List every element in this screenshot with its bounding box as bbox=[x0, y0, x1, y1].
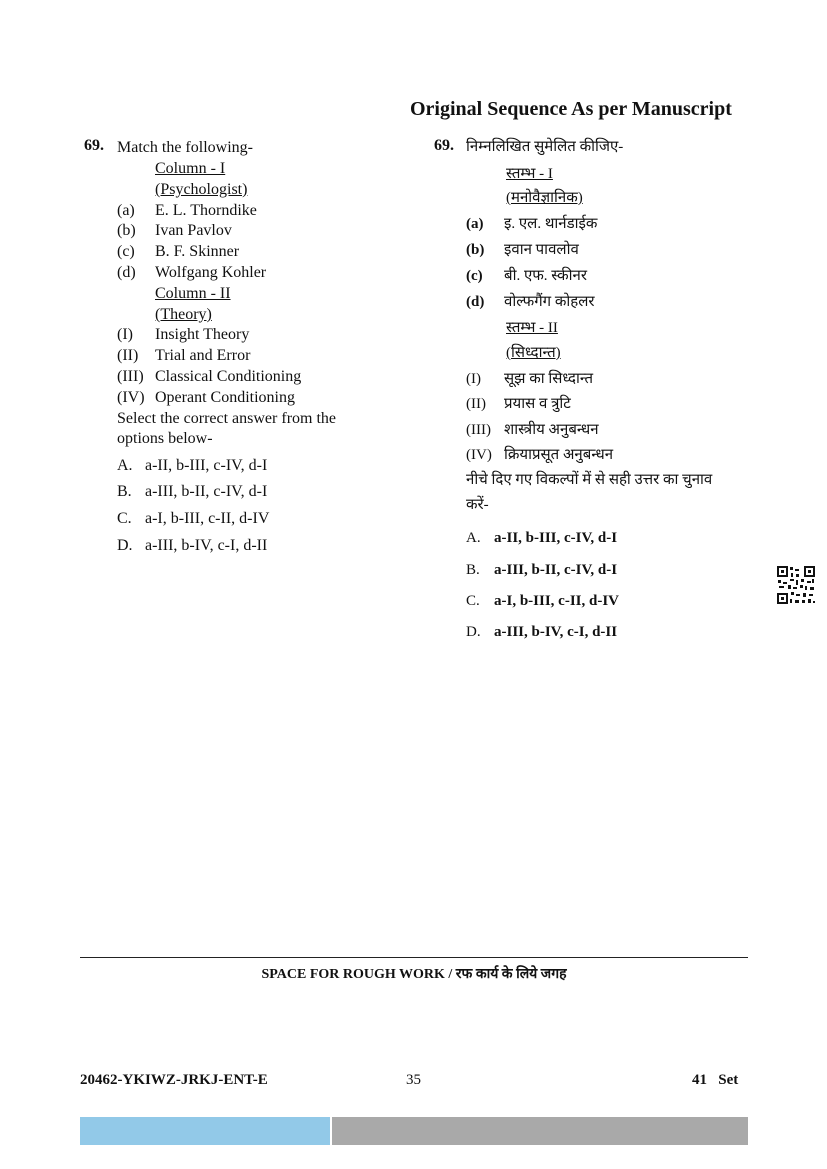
rough-work-label: SPACE FOR ROUGH WORK / रफ कार्य के लिये जगह bbox=[261, 967, 567, 982]
item-label: (III) bbox=[466, 422, 491, 438]
column-2-item bbox=[466, 420, 599, 440]
instruction-line: options below- bbox=[117, 430, 213, 447]
column-2-subtitle: (Theory) bbox=[155, 306, 212, 323]
item-label: (a) bbox=[466, 216, 484, 232]
item-text: बी. एफ. स्कीनर bbox=[504, 268, 588, 284]
item-text: क्रियाप्रसूत अनुबन्धन bbox=[504, 447, 614, 463]
item-text: शास्त्रीय अनुबन्धन bbox=[504, 422, 599, 438]
answer-option[interactable] bbox=[117, 482, 267, 502]
item-text: इवान पावलोव bbox=[504, 242, 579, 258]
option-text: a-III, b-II, c-IV, d-I bbox=[145, 483, 268, 500]
item-label: (d) bbox=[466, 294, 485, 310]
item-label: (II) bbox=[466, 396, 486, 412]
column-2-title: स्तम्भ - II bbox=[506, 320, 558, 336]
option-label: A. bbox=[117, 457, 133, 474]
column-1-item bbox=[466, 292, 595, 312]
qr-code-icon bbox=[776, 565, 816, 605]
answer-option[interactable] bbox=[117, 536, 267, 556]
column-1-item bbox=[117, 263, 266, 283]
column-1-item bbox=[117, 221, 232, 241]
item-label: (II) bbox=[117, 347, 139, 364]
column-2-item bbox=[466, 394, 571, 414]
column-2-item bbox=[117, 367, 301, 387]
option-text: a-III, b-IV, c-I, d-II bbox=[494, 624, 618, 640]
option-label: C. bbox=[117, 510, 132, 527]
column-2-item bbox=[466, 369, 593, 389]
option-label: B. bbox=[117, 483, 132, 500]
item-text: Insight Theory bbox=[155, 326, 250, 343]
set-label: 41 Set bbox=[692, 1072, 739, 1088]
answer-option[interactable] bbox=[466, 622, 617, 642]
paper-code: 20462-YKIWZ-JRKJ-ENT-E bbox=[80, 1072, 268, 1088]
option-text: a-II, b-III, c-IV, d-I bbox=[494, 530, 618, 546]
option-label: C. bbox=[466, 593, 480, 609]
option-label: D. bbox=[466, 624, 481, 640]
column-1-item bbox=[466, 240, 579, 260]
question-prompt: निम्नलिखित सुमेलित कीजिए- bbox=[466, 139, 624, 155]
item-text: Trial and Error bbox=[155, 347, 251, 364]
item-text: E. L. Thorndike bbox=[155, 202, 257, 219]
item-text: Operant Conditioning bbox=[155, 389, 295, 406]
item-text: इ. एल. थार्नडाईक bbox=[504, 216, 598, 232]
answer-option[interactable] bbox=[117, 509, 269, 529]
answer-option[interactable] bbox=[466, 560, 617, 580]
instruction-line: नीचे दिए गए विकल्पों में से सही उत्तर का चुनाव bbox=[466, 472, 713, 488]
item-label: (IV) bbox=[117, 389, 145, 406]
column-1-item bbox=[117, 242, 239, 262]
question-prompt: Match the following- bbox=[117, 139, 253, 156]
answer-option[interactable] bbox=[466, 591, 619, 611]
answer-option[interactable] bbox=[117, 456, 267, 476]
column-1-title: Column - I bbox=[155, 160, 226, 177]
column-1-item bbox=[117, 201, 257, 221]
item-label: (c) bbox=[117, 243, 135, 260]
column-2-item bbox=[117, 388, 295, 408]
instruction-line: Select the correct answer from the bbox=[117, 410, 337, 427]
option-text: a-II, b-III, c-IV, d-I bbox=[145, 457, 268, 474]
item-label: (a) bbox=[117, 202, 135, 219]
column-1-item bbox=[466, 214, 597, 234]
column-2-subtitle: (सिध्दान्त) bbox=[506, 345, 561, 361]
item-text: प्रयास व त्रुटि bbox=[504, 396, 571, 412]
item-text: Classical Conditioning bbox=[155, 368, 302, 385]
footer-bar-gray bbox=[332, 1117, 748, 1145]
divider-line bbox=[80, 957, 748, 958]
option-text: a-I, b-III, c-II, d-IV bbox=[494, 593, 620, 609]
option-label: B. bbox=[466, 562, 480, 578]
item-label: (III) bbox=[117, 368, 144, 385]
footer-bar-blue bbox=[80, 1117, 330, 1145]
item-label: (b) bbox=[466, 242, 485, 258]
item-label: (b) bbox=[117, 222, 136, 239]
instruction-line: करें- bbox=[466, 497, 489, 513]
column-1-title: स्तम्भ - I bbox=[506, 166, 553, 182]
option-label: A. bbox=[466, 530, 481, 546]
question-number: 69. bbox=[434, 137, 454, 154]
item-label: (IV) bbox=[466, 447, 492, 463]
column-2-item bbox=[117, 325, 249, 345]
item-text: B. F. Skinner bbox=[155, 243, 240, 260]
page-number: 35 bbox=[406, 1072, 421, 1088]
item-text: Wolfgang Kohler bbox=[155, 264, 267, 281]
item-text: Ivan Pavlov bbox=[155, 222, 232, 239]
answer-option[interactable] bbox=[466, 528, 617, 548]
column-2-item bbox=[466, 445, 613, 465]
option-text: a-III, b-II, c-IV, d-I bbox=[494, 562, 618, 578]
column-1-subtitle: (मनोवैज्ञानिक) bbox=[506, 190, 583, 206]
page-heading: Original Sequence As per Manuscript bbox=[410, 98, 732, 120]
option-label: D. bbox=[117, 537, 133, 554]
item-label: (c) bbox=[466, 268, 483, 284]
column-1-item bbox=[466, 266, 587, 286]
column-2-item bbox=[117, 346, 250, 366]
item-text: वोल्फगैंग कोहलर bbox=[504, 294, 595, 310]
item-label: (I) bbox=[466, 371, 481, 387]
item-label: (d) bbox=[117, 264, 136, 281]
item-text: सूझ का सिध्दान्त bbox=[504, 371, 594, 387]
question-number: 69. bbox=[84, 137, 104, 154]
option-text: a-III, b-IV, c-I, d-II bbox=[145, 537, 268, 554]
item-label: (I) bbox=[117, 326, 133, 343]
column-2-title: Column - II bbox=[155, 285, 231, 302]
column-1-subtitle: (Psychologist) bbox=[155, 181, 248, 198]
option-text: a-I, b-III, c-II, d-IV bbox=[145, 510, 270, 527]
